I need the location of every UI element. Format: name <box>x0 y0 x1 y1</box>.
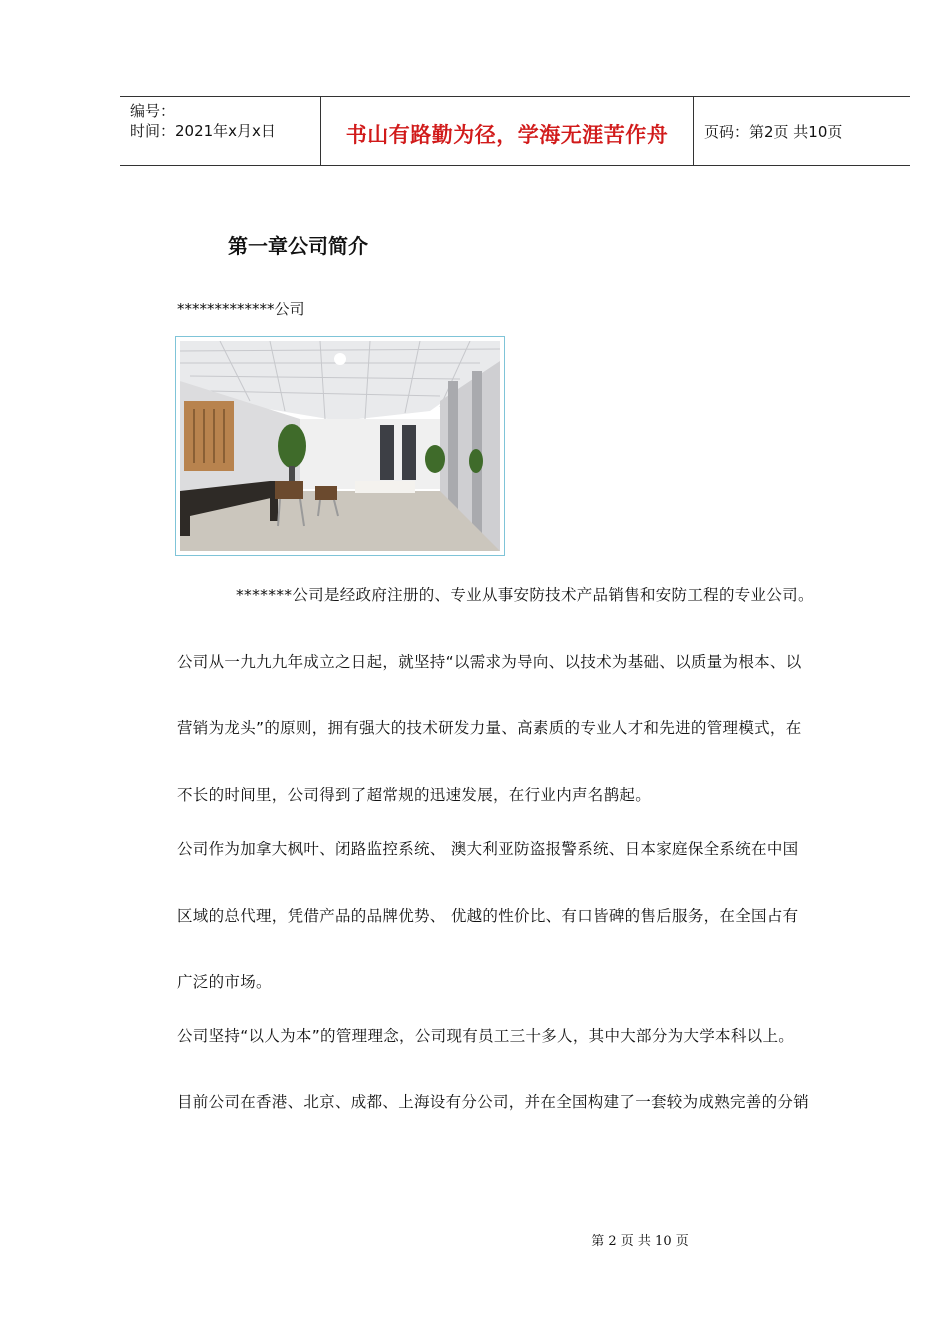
chapter-title: 第一章公司简介 <box>228 234 368 258</box>
header-motto: 书山有路勤为径，学海无涯苦作舟 <box>345 123 669 147</box>
paragraph-line: *******公司是经政府注册的、专业从事安防技术产品销售和安防工程的专业公司。 <box>236 586 814 604</box>
header-middle-cell <box>321 97 694 165</box>
page-footer <box>0 1230 950 1249</box>
paragraph-line: 不长的时间里，公司得到了超常规的迅速发展，在行业内声名鹊起。 <box>177 786 652 804</box>
paragraph-line: 公司从一九九九年成立之日起，就坚持“以需求为导向、以技术为基础、以质量为根本、以 <box>177 653 802 671</box>
paragraph-line: 公司坚持“以人为本”的管理理念，公司现有员工三十多人，其中大部分为大学本科以上。 <box>177 1027 795 1045</box>
paragraph-line: 目前公司在香港、北京、成都、上海设有分公司，并在全国构建了一套较为成熟完善的分销 <box>177 1093 810 1111</box>
paragraph-line: 营销为龙头”的原则，拥有强大的技术研发力量、高素质的专业人才和先进的管理模式，在 <box>177 719 802 737</box>
header-table <box>120 96 910 166</box>
footer-page-number: 第 2 页 共 10 页 <box>591 1234 689 1249</box>
office-interior-photo <box>175 336 505 556</box>
document-number-label: 编号： <box>130 102 176 120</box>
paragraph-line: 区域的总代理，凭借产品的品牌优势、 优越的性价比、有口皆碑的售后服务，在全国占有 <box>177 907 799 925</box>
paragraph-line: 广泛的市场。 <box>177 973 272 991</box>
header-right-cell <box>694 97 910 165</box>
company-name: *************公司 <box>177 300 305 318</box>
header-page-number: 页码：第2页 共10页 <box>704 123 843 141</box>
paragraph-line: 公司作为加拿大枫叶、闭路监控系统、 澳大利亚防盗报警系统、日本家庭保全系统在中国 <box>177 840 799 858</box>
document-date-label: 时间：2021年x月x日 <box>130 122 276 140</box>
office-photo-drawing <box>180 341 500 551</box>
header-left-cell <box>120 97 321 165</box>
